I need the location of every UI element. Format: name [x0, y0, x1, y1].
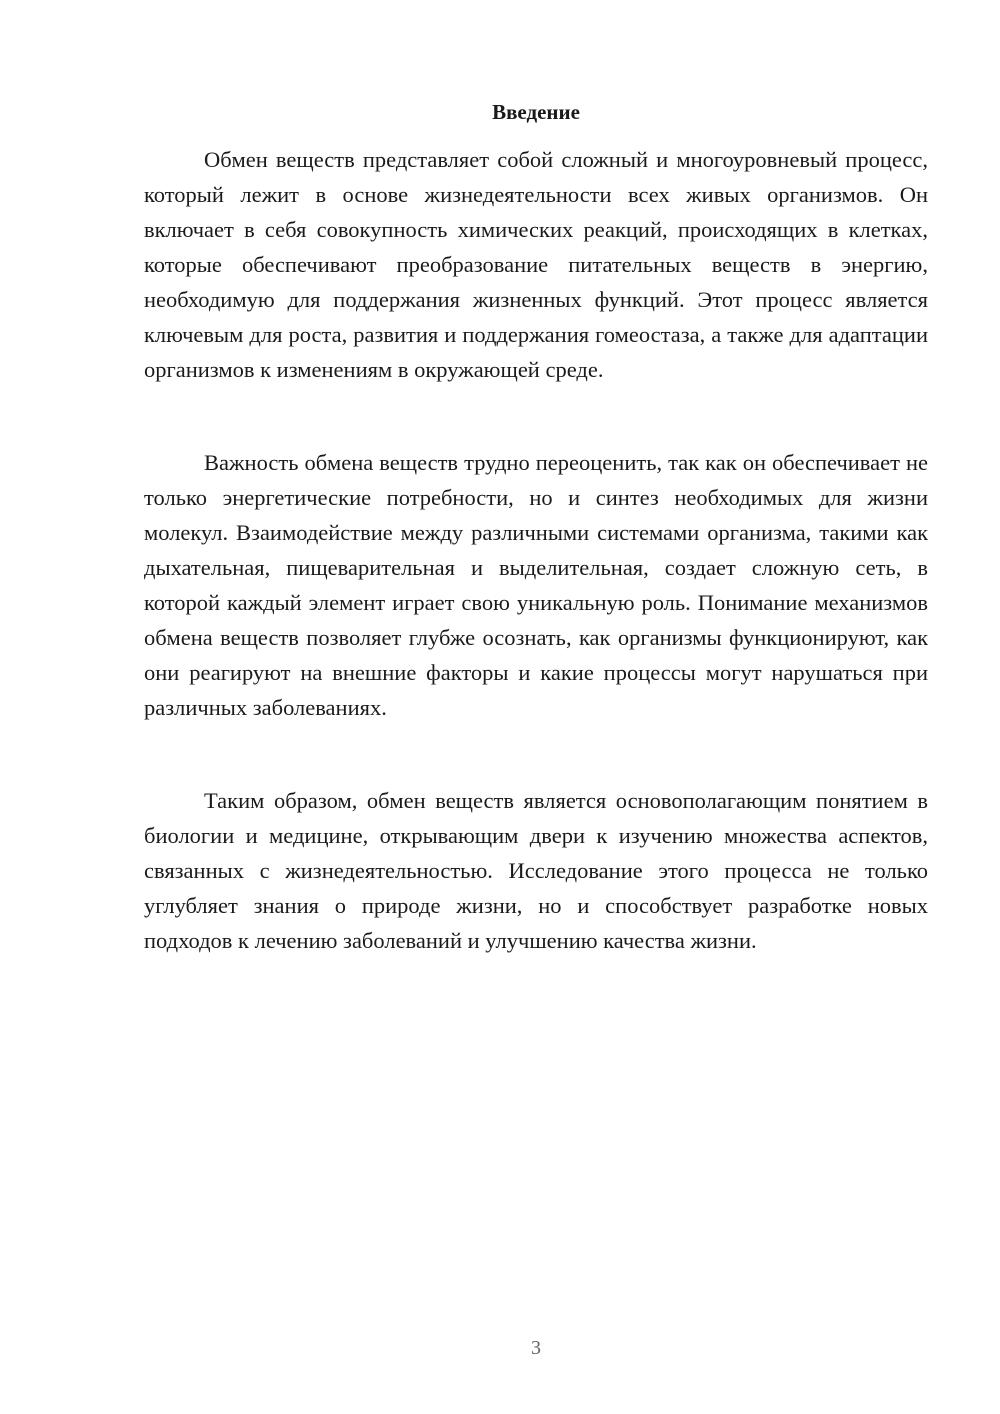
paragraph-3: Таким образом, обмен веществ является основополагающим понятием в биологии и медицине, открывающим двери к изучению множества аспектов, связанных с жизнедеятельностью. Исследование этого процесса не только углубляет знания о природе жизни, но и способствует разработке новых подходов к лечению заболеваний и улучшению качества жизни.	[144, 788, 928, 953]
paragraph-1: Обмен веществ представляет собой сложный и многоуровневый процесс, который лежит в основе жизнедеятельности всех живых организмов. Он включает в себя совокупность химических реакций, происходящих в клетках, которые обеспечивают преобразование питательных веществ в энергию, необходимую для поддержания жизненных функций. Этот процесс является ключевым для роста, развития и поддержания гомеостаза, а также для адаптации организмов к изменениям в окружающей среде.	[144, 147, 928, 382]
page-number: 3	[531, 1337, 541, 1359]
section-heading: Введение	[492, 100, 580, 124]
paragraph-2: Важность обмена веществ трудно переоценить, так как он обеспечивает не только энергетические потребности, но и синтез необходимых для жизни молекул. Взаимодействие между различными системами организма, такими как дыхательная, пищеварительная и выделительная, создает сложную сеть, в которой каждый элемент играет свою уникальную роль. Понимание механизмов обмена веществ позволяет глубже осознать, как организмы функционируют, как они реагируют на внешние факторы и какие процессы могут нарушаться при различных заболеваниях.	[144, 450, 928, 720]
